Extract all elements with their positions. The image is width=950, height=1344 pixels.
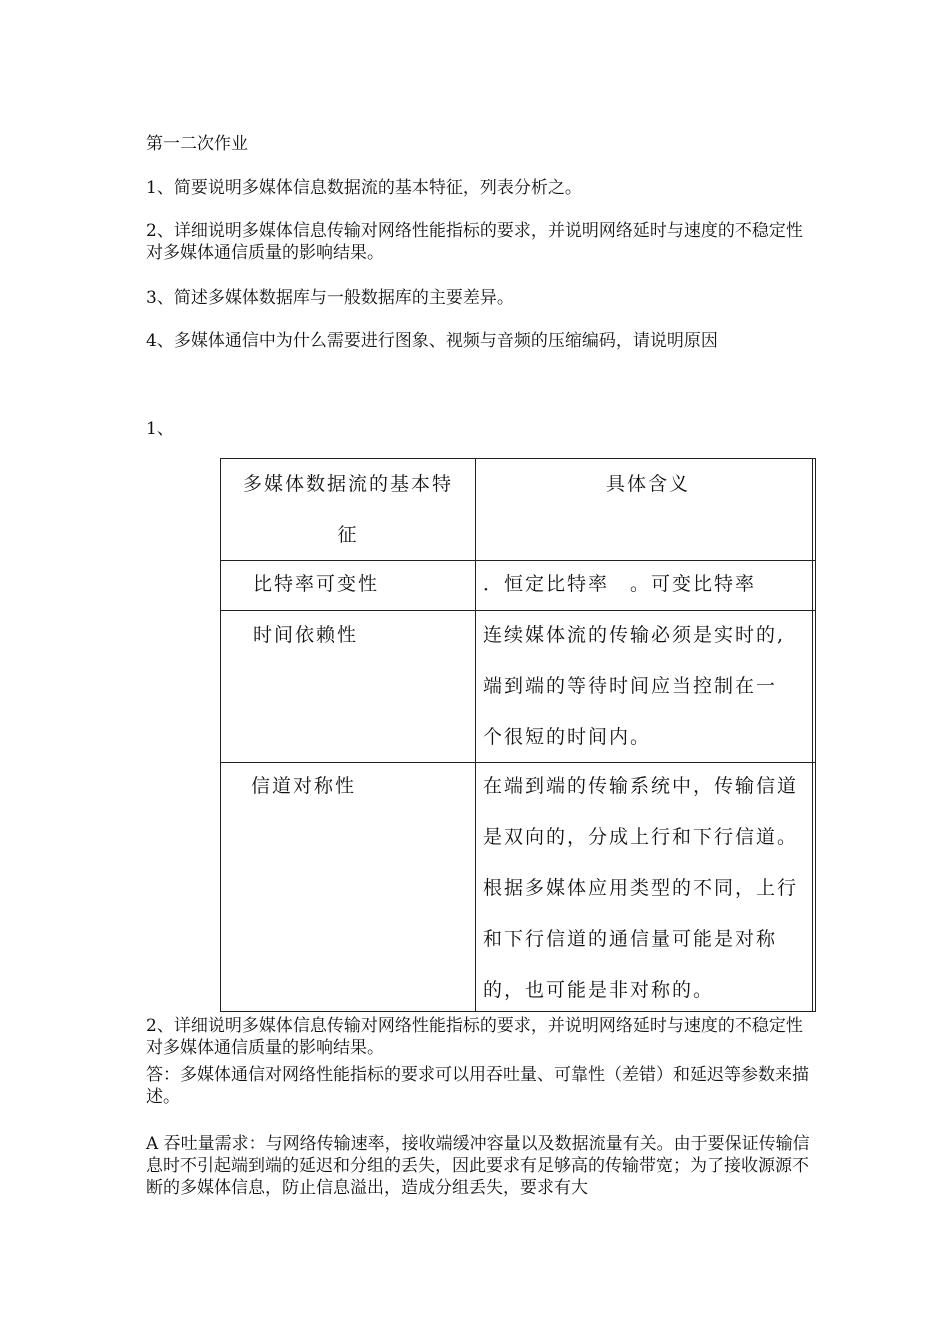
features-table: [220, 458, 816, 1012]
question-4: 4、多媒体通信中为什么需要进行图象、视频与音频的压缩编码，请说明原因: [146, 331, 718, 351]
row-3-meaning-line-4: 和下行信道的通信量可能是对称: [483, 928, 778, 950]
row-1-feature: 比特率可变性: [253, 573, 380, 595]
question-1: 1、简要说明多媒体信息数据流的基本特征，列表分析之。: [146, 178, 582, 198]
answer-2-part-a: A 吞吐量需求：与网络传输速率，接收端缓冲容量以及数据流量有关。由于要保证传输信息时不引起端到端的延迟和分组的丢失，因此要求有足够高的传输带宽；为了接收源源不断的多媒体信息，防止信息溢出，造成分组丢失，要求有大: [146, 1134, 810, 1198]
answer-2-intro: 答：多媒体通信对网络性能指标的要求可以用吞吐量、可靠性（差错）和延迟等参数来描述。: [146, 1065, 809, 1107]
question-3: 3、简述多媒体数据库与一般数据库的主要差异。: [146, 288, 514, 308]
answer-1-label: 1、: [146, 419, 174, 439]
row-1-meaning-line-1: ．恒定比特率 。可变比特率: [483, 573, 757, 595]
document-title: 第一二次作业: [146, 134, 248, 154]
row-2-meaning-line-3: 个很短的时间内。: [483, 726, 652, 748]
question-2-repeat: 2、详细说明多媒体信息传输对网络性能指标的要求，并说明网络延时与速度的不稳定性对多媒体通信质量的影响结果。: [146, 1016, 803, 1058]
header-left-line-1: 多媒体数据流的基本特: [242, 473, 453, 495]
row-3-meaning: [483, 761, 813, 1016]
row-2-meaning: [483, 610, 813, 763]
row-2-feature: 时间依赖性: [253, 624, 359, 646]
row-2-meaning-line-2: 端到端的等待时间应当控制在一: [483, 675, 778, 697]
table-header-right: 具体含义: [605, 473, 690, 495]
row-3-meaning-line-1: 在端到端的传输系统中，传输信道: [483, 775, 799, 797]
table-header-left: [221, 459, 475, 561]
header-left-line-2: 征: [337, 524, 359, 546]
row-3-meaning-line-3: 根据多媒体应用类型的不同，上行: [483, 877, 799, 899]
table-column-divider: [475, 459, 476, 1011]
question-2: 2、详细说明多媒体信息传输对网络性能指标的要求，并说明网络延时与速度的不稳定性对多媒体通信质量的影响结果。: [146, 221, 803, 263]
row-1-meaning: [483, 559, 813, 610]
row-3-meaning-line-5: 的，也可能是非对称的。: [483, 979, 715, 1001]
row-3-feature: 信道对称性: [251, 775, 357, 797]
row-2-meaning-line-1: 连续媒体流的传输必须是实时的,: [483, 624, 786, 646]
row-3-meaning-line-2: 是双向的，分成上行和下行信道。: [483, 826, 799, 848]
